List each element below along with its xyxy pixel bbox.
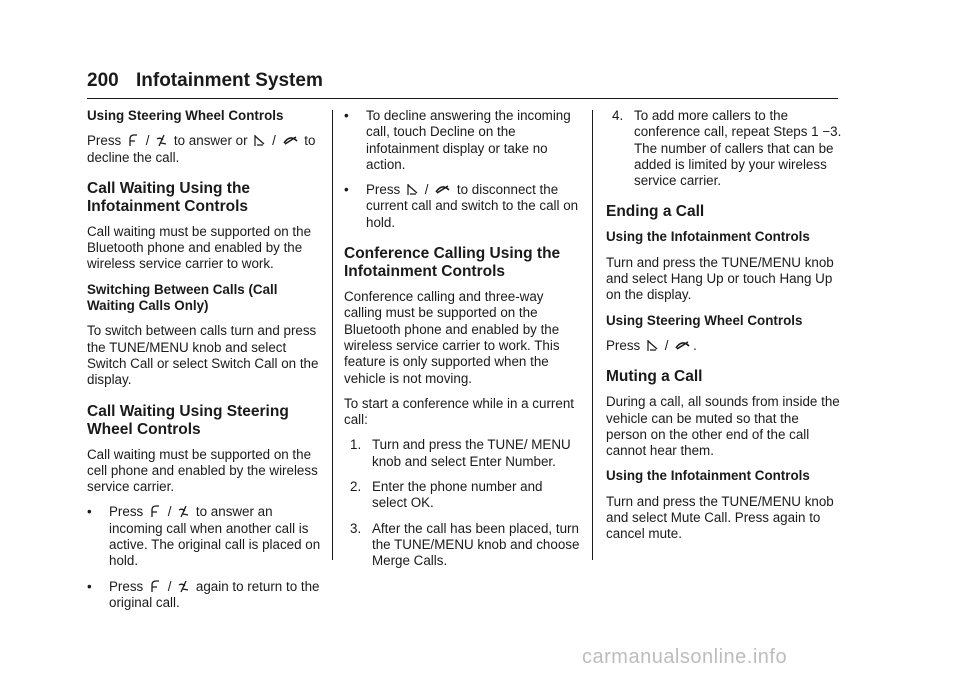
paragraph-mute-infotainment: Turn and press the TUNE/MENU knob and select Mute Call. Press again to cancel mute. bbox=[606, 493, 834, 542]
paragraph-answer-decline: Press / to answer or / to decline the call. bbox=[87, 133, 316, 165]
column-1 bbox=[87, 108, 323, 620]
heading-call-waiting-infotainment: Call Waiting Using the Infotainment Controls bbox=[87, 179, 251, 215]
paragraph-end-infotainment: Turn and press the TUNE/MENU knob and select Hang Up or touch Hang Up on the display. bbox=[606, 254, 834, 303]
push-to-talk-icon bbox=[149, 504, 162, 519]
paragraph-muting-call: During a call, all sounds from inside the vehicle can be muted so that the person on the other end of the call cannot hear them. bbox=[606, 394, 840, 459]
step-1: 1. Turn and press the TUNE/ MENU knob and select Enter Number. bbox=[350, 437, 571, 469]
paragraph-end-steering: Press / . bbox=[606, 337, 697, 353]
push-to-talk-icon bbox=[149, 579, 162, 594]
end-call-icon bbox=[406, 182, 419, 197]
column-divider-1 bbox=[332, 110, 333, 560]
subheading-infotainment-controls: Using the Infotainment Controls bbox=[606, 229, 810, 245]
heading-call-waiting-steering: Call Waiting Using Steering Wheel Controls bbox=[87, 402, 289, 438]
voice-icon bbox=[177, 504, 190, 519]
end-call-icon bbox=[646, 338, 659, 353]
subheading-steering-controls-end: Using Steering Wheel Controls bbox=[606, 312, 803, 328]
header-rule bbox=[87, 98, 838, 99]
end-call-icon bbox=[253, 133, 266, 148]
watermark: carmanualsonline.info bbox=[582, 646, 788, 668]
hang-up-icon bbox=[282, 133, 299, 148]
heading-conference-calling: Conference Calling Using the Infotainment Controls bbox=[344, 245, 561, 281]
heading-muting-call: Muting a Call bbox=[606, 368, 703, 386]
paragraph-switching-calls: To switch between calls turn and press the TUNE/MENU knob and select Switch Call or select Switch Call on the display. bbox=[87, 323, 319, 388]
voice-icon bbox=[177, 579, 190, 594]
bullet-decline-answering: • To decline answering the incoming call, touch Decline on the infotainment display or take no action. bbox=[344, 108, 571, 172]
column-divider-2 bbox=[592, 110, 593, 560]
hang-up-icon bbox=[434, 182, 451, 197]
bullet-answer-incoming: • Press / to answer an incoming call when another call is active. The original call is placed on hold. bbox=[87, 504, 321, 569]
paragraph-call-waiting-infotainment: Call waiting must be supported on the Bluetooth phone and enabled by the wireless service carrier to work. bbox=[87, 223, 312, 272]
step-4: 4. To add more callers to the conference call, repeat Steps 1 −3. The number of callers that can be added is limited by your wireless service carrier. bbox=[612, 108, 842, 189]
push-to-talk-icon bbox=[127, 133, 140, 148]
page-header bbox=[87, 70, 323, 92]
heading-ending-call: Ending a Call bbox=[606, 203, 705, 221]
paragraph-call-waiting-steering: Call waiting must be supported on the cell phone and enabled by the wireless service carrier. bbox=[87, 446, 318, 495]
subheading-switching-calls: Switching Between Calls (Call Waiting Calls Only) bbox=[87, 281, 278, 314]
column-2 bbox=[344, 108, 580, 579]
bullet-disconnect-current: • Press / to disconnect the current call and switch to the call on hold. bbox=[344, 182, 579, 230]
paragraph-conference-calling: Conference calling and three-way calling must be supported on the Bluetooth phone and enabled by the wireless service carrier to work. This feature is only supported when the vehicle is not moving. bbox=[344, 289, 560, 386]
subheading-infotainment-controls-mute: Using the Infotainment Controls bbox=[606, 468, 810, 484]
section-title: Infotainment System bbox=[135, 70, 323, 91]
subheading-steering-controls: Using Steering Wheel Controls bbox=[87, 108, 284, 123]
page-number: 200 bbox=[87, 70, 119, 91]
voice-icon bbox=[155, 133, 168, 148]
paragraph-start-conference: To start a conference while in a current call: bbox=[344, 395, 574, 428]
column-3 bbox=[606, 108, 842, 552]
step-2: 2. Enter the phone number and select OK. bbox=[350, 479, 543, 511]
hang-up-icon bbox=[674, 338, 691, 353]
step-3: 3. After the call has been placed, turn the TUNE/MENU knob and choose Merge Calls. bbox=[350, 520, 580, 569]
bullet-return-original: • Press / again to return to the original call. bbox=[87, 578, 320, 610]
